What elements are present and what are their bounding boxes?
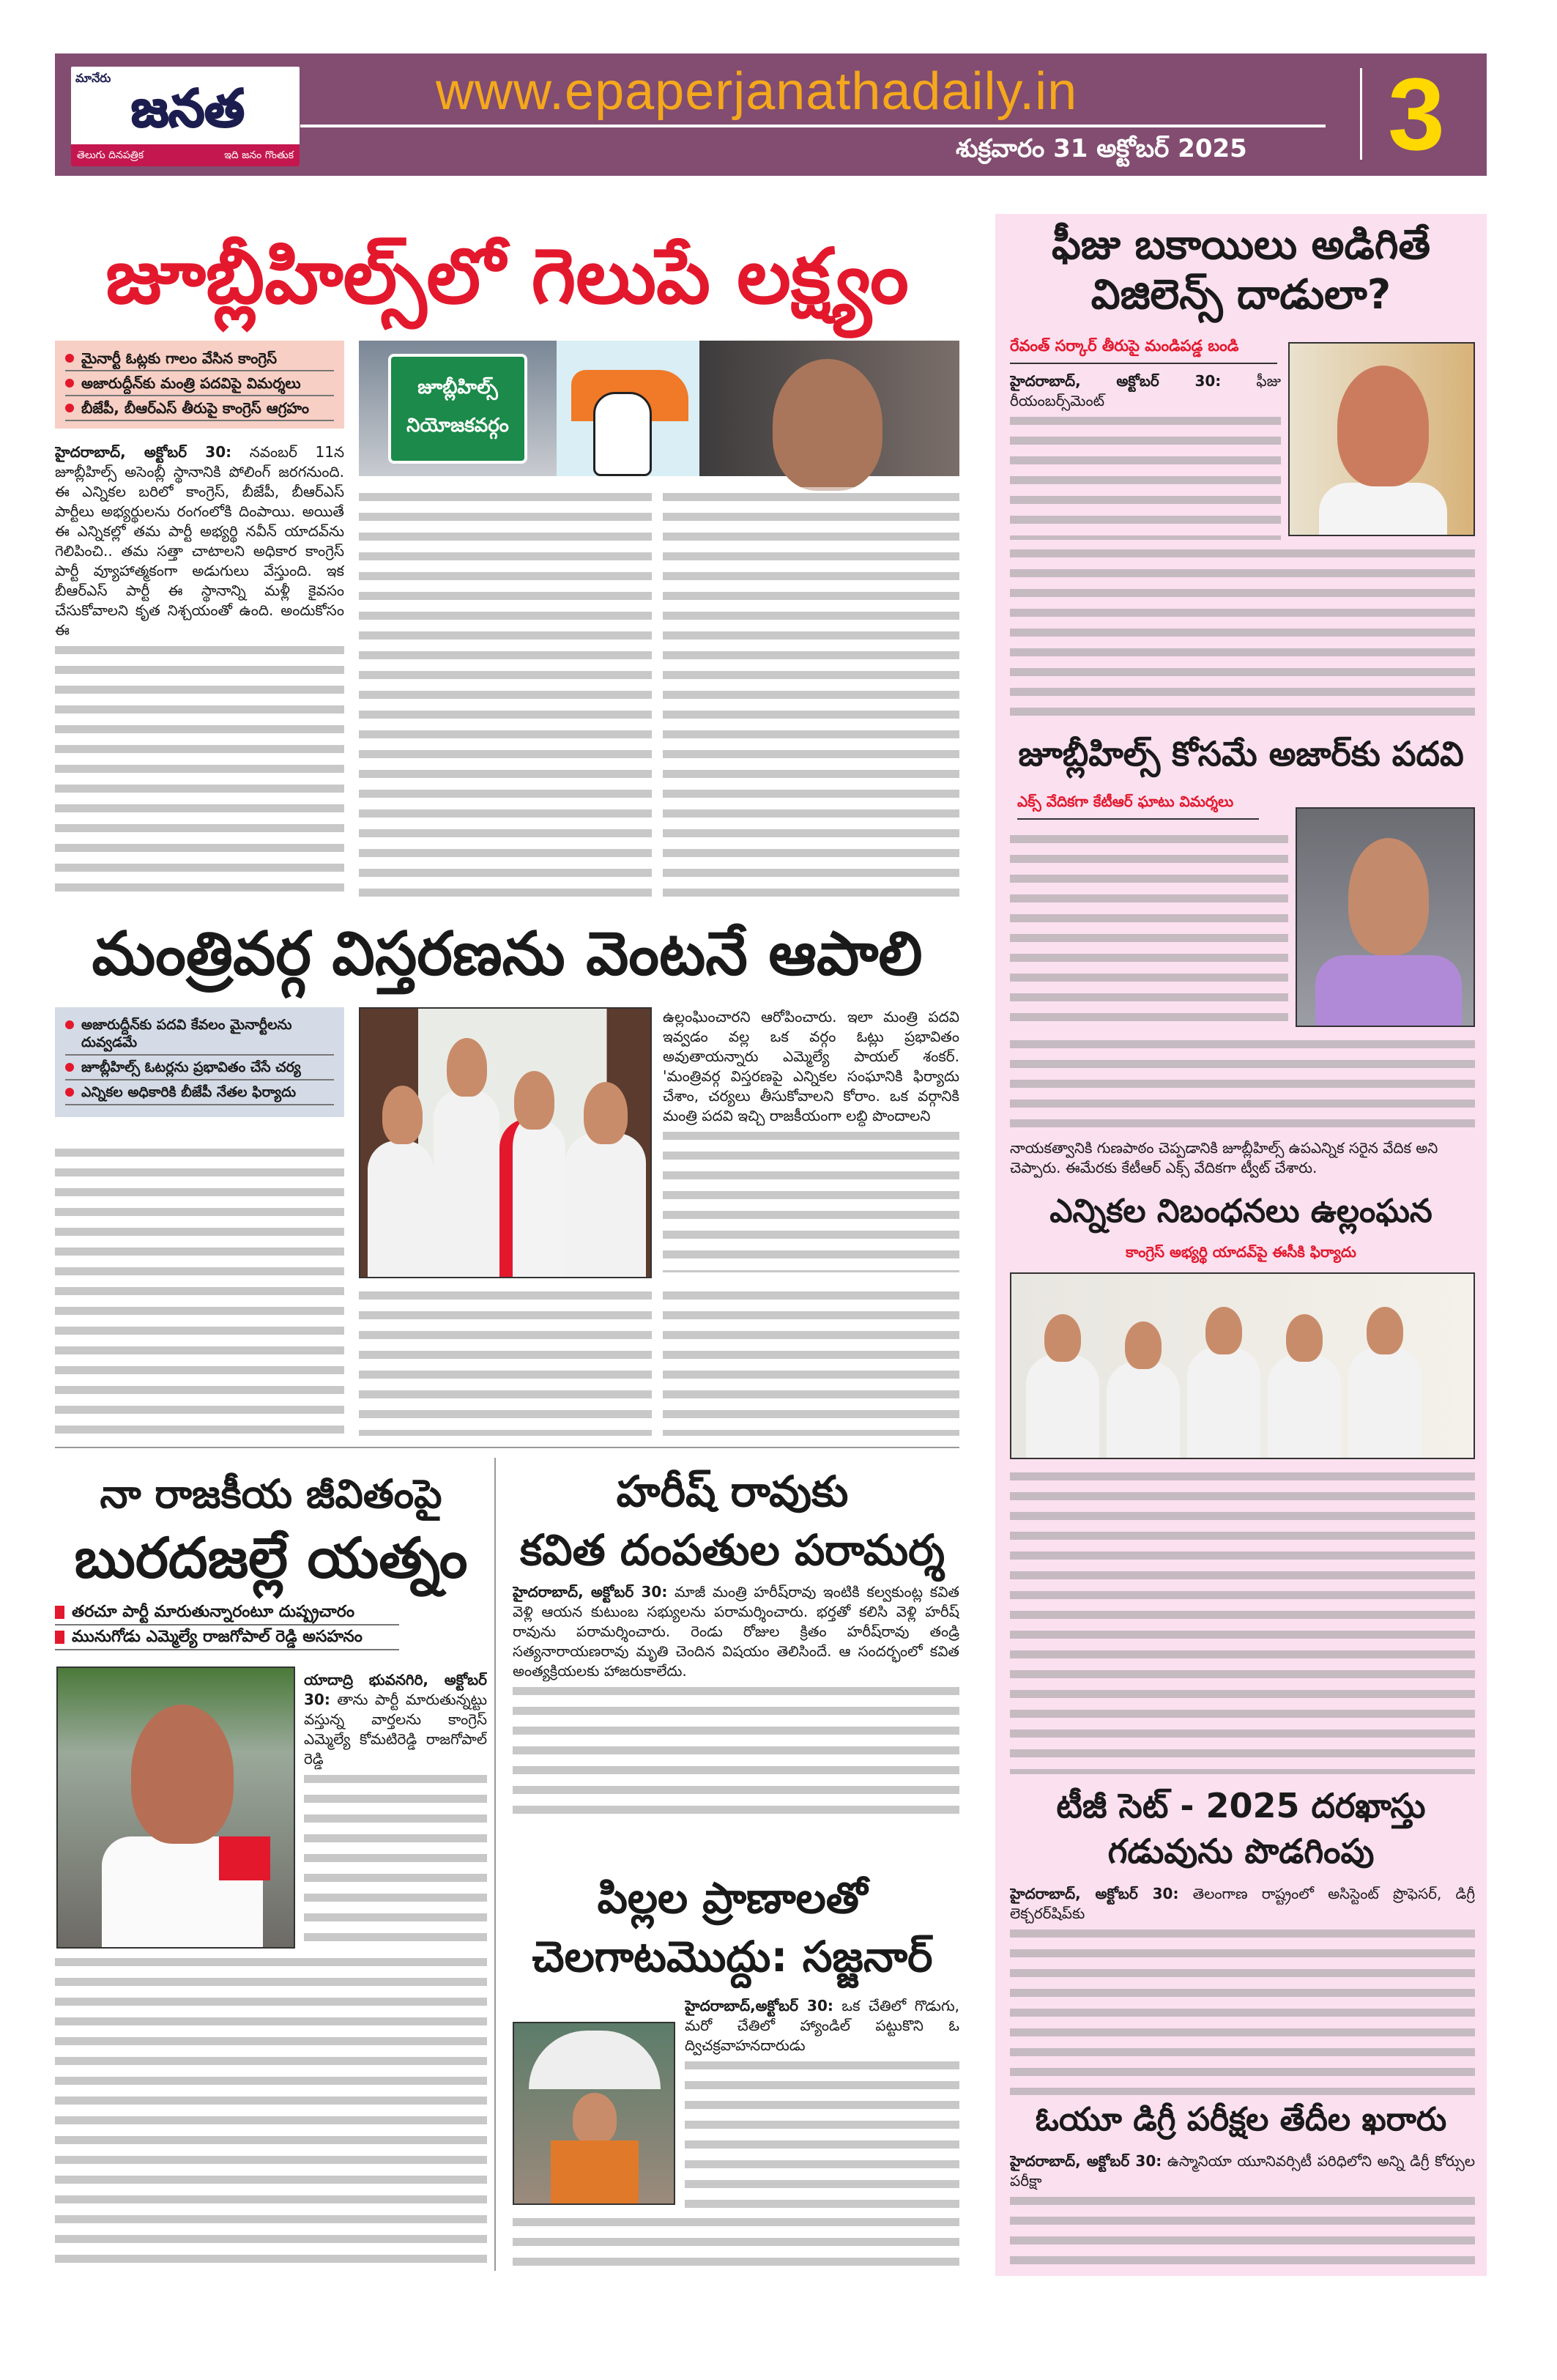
article-body: మాజీ మంత్రి హరీష్‌రావు ఇంటికి కల్వకుంట్ల కవిత వెళ్లి ఆయన కుటుంబ సభ్యులను పరామర్శించారు. భర్తతో కలిసి వెళ్లి హరీష్ రావును పరామర్శించారు. రెండు రోజుల క్రితం హరీష్‌రావు తండ్రి సత్యనారాయణరావు మృతి చెందిన విషయం తెలిసిందే. ఆ సందర్భంలో కవిత అంత్యక్రియలకు హాజరుకాలేదు.	[513, 1583, 959, 1680]
highlight-item: మునుగోడు ఎమ్మెల్యే రాజగోపాల్ రెడ్డి అసహనం	[55, 1625, 399, 1650]
sidebar-column	[995, 214, 1487, 2276]
dateline: హైదరాబాద్, అక్టోబర్ 30:	[55, 443, 232, 461]
cabinet-article-col3b	[663, 1286, 959, 1436]
bullet-icon	[65, 354, 74, 363]
congress-hand-logo	[557, 341, 699, 476]
dateline: హైదరాబాద్, అక్టోబర్ 30:	[1010, 372, 1222, 390]
highlight-item: బీజేపీ, బీఆర్ఎస్ తీరుపై కాంగ్రెస్ ఆగ్రహం	[65, 396, 334, 421]
violation-subhead: కాంగ్రెస్ అభ్యర్థి యాదవ్‌పై ఈసీకి ఫిర్యాదు	[1126, 1243, 1356, 1261]
umbrella-rider-photo	[513, 2022, 675, 2205]
article-body: నవంబర్ 11న జూబ్లీహిల్స్ అసెంబ్లీ స్థానానికి పోలింగ్ జరగనుంది. ఈ ఎన్నికల బరిలో కాంగ్రెస్, బీజేపీ, బీఆర్ఎస్ పార్టీలు అభ్యర్థులను రంగంలోకి దింపాయి. అయితే ఈ ఎన్నికల్లో తమ పార్టీ అభ్యర్థి నవీన్ యాదవ్‌ను గెలిపించి.. తమ సత్తా చాటాలని అధికార కాంగ్రెస్ పార్టీ వ్యూహాత్మకంగా అడుగులు వేస్తుంది. ఇక బీఆర్ఎస్ పార్టీ ఈ స్థానాన్ని మళ్లీ కైవసం చేసుకోవాలని కృత నిశ్చయంతో ఉంది. అందుకోసం ఈ	[55, 443, 344, 639]
bullet-icon	[65, 404, 74, 412]
highlight-item: మైనార్టీ ఓట్లకు గాలం వేసిన కాంగ్రెస్	[65, 346, 334, 371]
ktr-photo	[1296, 807, 1475, 1027]
dateline: యాదాద్రి భువనగిరి, అక్టోబర్ 30:	[304, 1671, 487, 1708]
bullet-icon	[55, 1631, 64, 1644]
sajjanar-headline-line1: పిల్లల ప్రాణాలతో	[597, 1873, 868, 1923]
cabinet-article-col2	[359, 1286, 652, 1436]
page-number: 3	[1388, 56, 1445, 171]
section-divider	[55, 1447, 959, 1448]
article-body: ఉస్మానియా యూనివర్సిటీ పరిధిలోని అన్ని డిగ్రీ కోర్సుల పరీక్షా	[1010, 2152, 1475, 2190]
bjp-leaders-photo	[359, 1007, 652, 1278]
ou-article	[1010, 2151, 1475, 2269]
harish-article	[513, 1582, 959, 1817]
column-divider	[494, 1458, 496, 2271]
rajagopal-reddy-photo	[56, 1667, 295, 1949]
bullet-icon	[65, 1063, 74, 1072]
highlight-item: ఎన్నికల అధికారికి బీజేపీ నేతల ఫిర్యాదు	[65, 1080, 334, 1105]
harish-headline-line2: కవిత దంపతుల పరామర్శ	[520, 1525, 945, 1575]
rajagopal-headline-line1: నా రాజకీయ జీవితంపై	[100, 1471, 442, 1517]
dateline: హైదరాబాద్, అక్టోబర్ 30:	[1010, 1885, 1179, 1902]
sajjanar-article	[685, 1996, 959, 2212]
logo-tagline-top: మానేరు	[75, 71, 111, 85]
rajagopal-headline-line2: బురదజల్లే యత్నం	[74, 1525, 468, 1590]
cabinet-headline: మంత్రివర్గ విస్తరణను వెంటనే ఆపాలి	[92, 919, 923, 989]
article-body: ఉల్లంఘించారని ఆరోపించారు. ఇలా మంత్రి పదవి ఇవ్వడం వల్ల ఒక వర్గం ఓట్లు ప్రభావితం అవుతాయన్నారు ఎమ్మెల్యే పాయల్ శంకర్. 'మంత్రివర్గ విస్తరణపై ఎన్నికల సంఘానికి ఫిర్యాదు చేశాం, చర్యలు తీసుకోవాలని కోరాం. ఒక వర్గానికి మంత్రి పదవి ఇచ్చి రాజకీయంగా లబ్ధి పొందాలని	[663, 1008, 959, 1124]
logo-name: జనత	[131, 78, 245, 138]
logo-strip-right: ఇది జనం గొంతుక	[224, 149, 294, 161]
azhar-article-end: నాయకత్వానికి గుణపాఠం చెప్పడానికి జూబ్లీహిల్స్ ఉపఎన్నిక సరైన వేదిక అని చెప్పారు. ఈమేరకు కేటీఆర్ ఎక్స్ వేదికగా ట్వీట్ చేశారు.	[1010, 1139, 1438, 1176]
lead-article-col1	[55, 442, 344, 899]
azhar-article-bottom	[1010, 1034, 1475, 1133]
fees-headline-line2: విజిలెన్స్ దాడులా?	[1090, 271, 1391, 319]
bandi-sanjay-photo	[1288, 342, 1475, 536]
highlight-item: అజారుద్దీన్‌కు పదవి కేవలం మైనార్టీలను దువ్వడమే	[65, 1013, 334, 1056]
fees-article	[1010, 371, 1281, 540]
tgset-headline-line1: టీజీ సెట్ - 2025 దరఖాస్తు	[1056, 1786, 1426, 1825]
divider	[300, 125, 1326, 127]
newspaper-logo	[71, 67, 300, 166]
lead-highlights	[55, 341, 344, 429]
rajagopal-highlights	[55, 1601, 399, 1650]
azhar-subhead: ఎక్స్ వేదికగా కేటీఆర్ ఘాటు విమర్శలు	[1017, 790, 1259, 820]
article-body: తెలంగాణ రాష్ట్రంలో అసిస్టెంట్ ప్రొఫెసర్, డిగ్రీ లెక్చరర్‌షిప్‌కు	[1010, 1885, 1475, 1922]
lead-article-col3	[663, 487, 959, 897]
fees-subhead: రేవంత్ సర్కార్ తీరుపై మండిపడ్డ బండి	[1010, 335, 1277, 364]
bullet-icon	[55, 1606, 64, 1619]
highlight-item: తరచూ పార్టీ మారుతున్నారంటూ దుష్ప్రచారం	[55, 1601, 399, 1625]
rajagopal-article-bottom	[55, 1952, 487, 2271]
lead-headline: జూబ్లీహిల్స్‌లో గెలుపే లక్ష్యం	[105, 231, 909, 321]
cabinet-article-col1	[55, 1143, 344, 1436]
article-body: తాను పార్టీ మారుతున్నట్టు వస్తున్న వార్తలను కాంగ్రెస్ ఎమ్మెల్యే కోమటిరెడ్డి రాజగోపాల్ రెడ్డి	[304, 1691, 487, 1768]
tgset-headline-line2: గడువును పొడగింపు	[1107, 1831, 1375, 1871]
cabinet-highlights	[55, 1007, 344, 1117]
violation-headline: ఎన్నికల నిబంధనలు ఉల్లంఘన	[1049, 1193, 1432, 1230]
logo-strip	[71, 144, 300, 166]
dateline: హైదరాబాద్,అక్టోబర్ 30:	[685, 1997, 833, 2014]
article-body: ఫీజు రీయంబర్స్‌మెంట్	[1010, 372, 1281, 409]
rajagopal-article-side	[304, 1670, 487, 1949]
website-url[interactable]: www.epaperjanathadaily.in	[436, 62, 1078, 121]
fees-article-bottom	[1010, 544, 1475, 719]
bullet-icon	[65, 1088, 74, 1097]
fees-headline-line1: ఫీజు బకాయిలు అడిగితే	[1051, 221, 1431, 269]
dateline: హైదరాబాద్, అక్టోబర్ 30:	[1010, 2152, 1162, 2170]
divider	[1360, 68, 1362, 160]
masthead	[55, 53, 1487, 176]
constituency-sign-text: జూబ్లీహిల్స్ నియోజకవర్గం	[388, 354, 527, 464]
azharuddin-photo	[699, 341, 959, 476]
harish-headline-line1: హరీష్ రావుకు	[616, 1467, 849, 1516]
constituency-sign-photo	[359, 341, 557, 476]
logo-strip-left: తెలుగు దినపత్రిక	[77, 149, 144, 161]
azhar-headline: జూబ్లీహిల్స్ కోసమే అజార్‌కు పదవి	[1018, 734, 1464, 774]
bullet-icon	[65, 1020, 74, 1029]
highlight-item: అజారుద్దీన్‌కు మంత్రి పదవిపై విమర్శలు	[65, 371, 334, 396]
dateline: హైదరాబాద్, అక్టోబర్ 30:	[513, 1583, 668, 1601]
azhar-article	[1010, 829, 1288, 1031]
tgset-article	[1010, 1884, 1475, 2095]
issue-date: శుక్రవారం 31 అక్టోబర్ 2025	[956, 134, 1247, 163]
violation-article	[1010, 1467, 1475, 1774]
ou-headline: ఓయూ డిగ్రీ పరీక్షల తేదీల ఖరారు	[1035, 2101, 1447, 2138]
sajjanar-article-bottom	[513, 2212, 959, 2271]
highlight-item: జూబ్లీహిల్స్ ఓటర్లను ప్రభావితం చేసే చర్య	[65, 1056, 334, 1080]
tv-mic-logo	[219, 1836, 270, 1880]
cabinet-article-col3	[663, 1007, 959, 1278]
article-body: ఒక చేతిలో గొడుగు, మరో చేతిలో హ్యాండిల్ పట్టుకొని ఓ ద్విచక్రవాహనదారుడు	[685, 1997, 959, 2054]
lead-article-col2	[359, 487, 652, 897]
sajjanar-headline-line2: చెలగాటమొద్దు: సజ్జనార్	[532, 1932, 933, 1982]
ec-complaint-photo	[1010, 1272, 1475, 1459]
bullet-icon	[65, 379, 74, 388]
